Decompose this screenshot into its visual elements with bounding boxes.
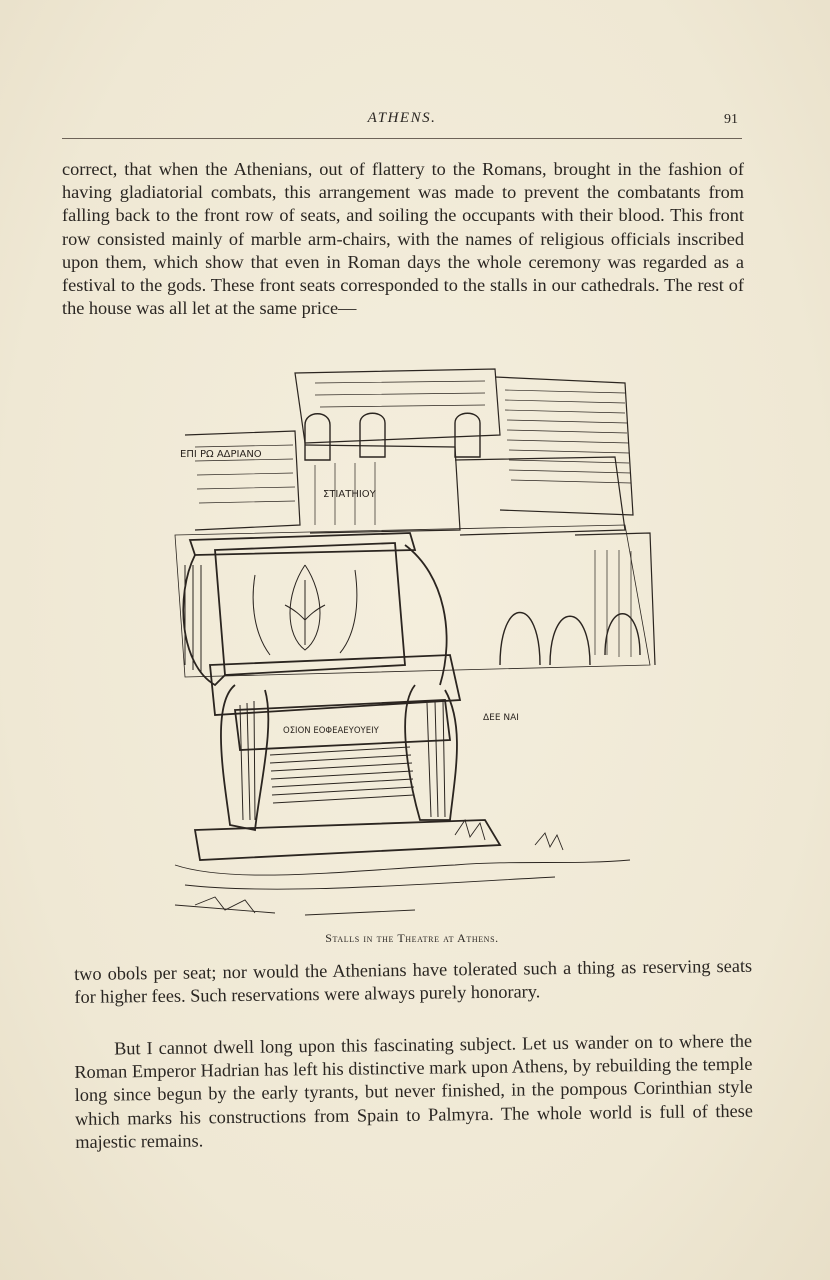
inscription-right-seat: ΔΕΕ ΝΑΙ [483,713,519,723]
running-title: ATHENS. [367,110,437,126]
figure-caption: Stalls in the Theatre at Athens. [325,931,499,945]
theatre-stalls-illustration [155,365,665,920]
paragraph-top: correct, that when the Athenians, out of flattery to the Romans, brought in the fashion of having gladiatorial combats, this arrangement was made to prevent the combatants from falling back to the front row of seats, and soiling the occupants with their blood. This front row consisted mainly of marble arm-chairs, with the names of religious officials inscribed upon them, which show that even in Roman days the whole ceremony was regarded as a festival to the gods. These front seats corresponded to the stalls in our cathedrals. The rest of the house was all let at the same price— [62,159,744,319]
page-number: 91 [724,112,738,127]
paragraph-continued: two obols per seat; nor would the Athenians have tolerated such a thing as reserving seats for higher fees. Such reservations were always purely honorary. [74,955,753,1008]
inscription-seat-base: ΟΣΙΟΝ ΕΟΦΕΑΕΥΟΥΕΙΥ [283,726,379,736]
inscription-seat-back: ΣΤΙΑΤΗΙΟΥ [323,489,376,500]
running-header [62,108,742,139]
engraving-figure [155,365,665,920]
inscription-hadriano: ΕΠΙ ΡΩ ΑΔΡΙΑΝΟ [180,449,262,460]
paragraph-next: But I cannot dwell long upon this fascinating subject. Let us wander on to where the Roman Emperor Hadrian has left his distinctive mark upon Athens, by rebuilding the temple long since begun by the early tyrants, but never finished, in the pompous Corinthian style which marks his constructions from Spain to Palmyra. The whole world is full of these majestic remains. [74,1030,754,1152]
